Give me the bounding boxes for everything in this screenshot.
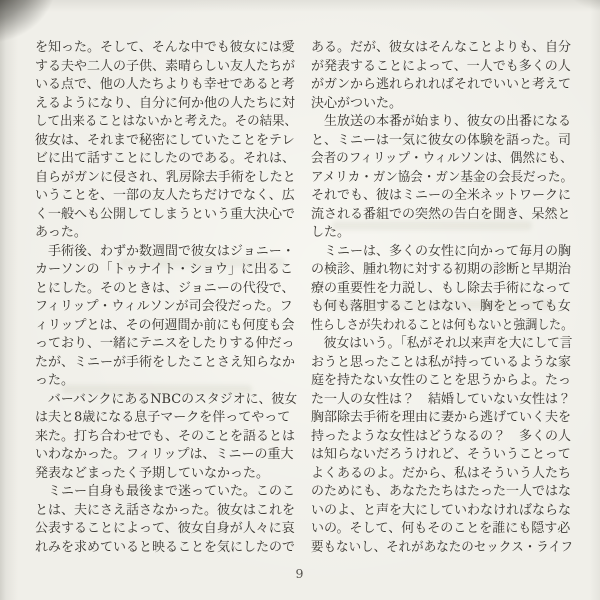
text-line: がガンから逃れられればそれでいいと考えて <box>311 77 572 92</box>
text-line: った。 <box>35 373 75 388</box>
text-line: 自らがガンに侵され、乳房除去手術をしたと <box>35 169 296 185</box>
text-line: とにした。そのときは、ジョニーの代役で、 <box>35 280 295 296</box>
page-number: 9 <box>295 566 305 581</box>
text-line: 性らしさが失われることは何もないと強調した。 <box>311 317 574 333</box>
text-line: っており、一緒にテニスをしたりする仲だっ <box>35 336 295 351</box>
text-line: よくあるのよ。だから、私はそういう人たち <box>311 465 572 481</box>
text-line: アメリカ・ガン協会・ガン基金の会長だった。 <box>311 169 574 185</box>
text-line: 決心がついた。 <box>311 95 403 111</box>
text-line: バーバンクにあるNBCのスタジオに、彼女 <box>35 391 298 407</box>
text-line: たが、ミニーが手術をしたことさえ知らなか <box>35 354 296 370</box>
text-line: 会者のフィリップ・ウィルソンは、偶然にも、 <box>311 151 573 166</box>
text-line: いわなかった。フィリップは、ミニーの重大 <box>35 447 294 462</box>
text-line: ある。だが、彼女はそんなことよりも、自分 <box>311 40 572 55</box>
text-line: は知らないだろうけれど、そういうことって <box>311 447 571 462</box>
text-line: あった。 <box>35 225 87 240</box>
text-line: おうと思ったことは私が持っているような家 <box>311 354 572 370</box>
text-line: 公表することによって、彼女自身が人々に哀 <box>35 521 295 536</box>
text-line: ビに出て話すことにしたのである。それは、 <box>35 151 296 166</box>
text-line: を知った。そして、そんな中でも彼女には愛 <box>35 40 295 55</box>
text-line: 生放送の本番が始まり、彼女の出番になる <box>311 114 572 129</box>
text-line: して出来ることはないかと考えた。その結果、 <box>35 114 298 129</box>
text-line: が発表することによって、一人でも多くの人 <box>311 58 571 74</box>
text-line: た一人の女性は？ 結婚していない女性は？ <box>311 391 572 407</box>
text-line: とは、夫にさえ話さなかった。彼女はこれを <box>35 502 296 518</box>
text-line: 発表などまったく予期していなかった。 <box>35 465 270 481</box>
text-line: えるようになり、自分に何か他の人たちに対 <box>35 95 296 111</box>
text-line: フィリップ・ウィルソンが司会役だった。フ <box>35 299 293 314</box>
text-line: 胸部除去手術を理由に妻から逃げていく夫を <box>311 410 572 425</box>
text-line: 彼女はいう。「私がそれ以来声を大にして言 <box>311 336 573 351</box>
text-column-left <box>35 39 297 557</box>
text-line: ミニー自身も最後まで迷っていた。このこ <box>35 484 296 499</box>
text-line: 流される番組での突然の告白を聞き、呆然と <box>311 206 571 222</box>
text-line: した。 <box>311 225 351 240</box>
text-line: れみを求めていると映ることを気にしたので <box>35 539 296 555</box>
text-line: も何も落胆することはない、胸をとっても女 <box>311 299 571 314</box>
text-line: 要もないし、それがあなたのセックス・ライフ <box>311 539 574 555</box>
text-line: いる点で、他の人たちよりも幸せであると考 <box>35 77 295 92</box>
text-line: カーソンの「トゥナイト・ショウ」に出るこ <box>35 262 293 277</box>
text-line: のためにも、あなたたちはたった一人ではな <box>311 484 572 499</box>
text-line: く一般へも公開してしまうという重大決心で <box>35 206 296 222</box>
text-line: 彼女は、それまで秘密にしていたことをテレ <box>35 132 295 148</box>
text-line: と、ミニーは一気に彼女の体験を語った。司 <box>311 132 572 148</box>
text-line: ミニーは、多くの女性に向かって毎月の胸 <box>311 243 572 259</box>
text-line: いうことを、一部の友人たちだけでなく、広 <box>35 188 295 203</box>
text-line: は夫と8歳になる息子マークを伴ってやって <box>35 410 291 425</box>
text-line: 手術後、わずか数週間で彼女はジョニー・ <box>35 243 295 259</box>
text-line: 療の重要性を力説し、もし除去手術になって <box>311 280 572 296</box>
text-line: いのよ、と声を大にしていわなければならな <box>311 502 572 518</box>
text-line: 来た。打ち合わせでも、そのことを語るとは <box>35 428 296 444</box>
text-line: 庭を持たない女性のことを思うからよ。たっ <box>311 373 572 388</box>
text-line: ィリップとは、その何週間か前にも何度も会 <box>35 317 295 333</box>
text-line: それでも、彼はミニーの全米ネットワークに <box>311 188 572 203</box>
text-line: 持ったような女性はどうなるの？ 多くの人 <box>311 428 572 444</box>
text-column-right <box>311 39 573 557</box>
text-line: いの。そして、何もそのことを誰にも隠す必 <box>311 521 571 536</box>
text-line: する夫や二人の子供、素晴らしい友人たちが <box>35 58 296 74</box>
text-line: の検診、腫れ物に対する初期の診断と早期治 <box>311 262 572 277</box>
